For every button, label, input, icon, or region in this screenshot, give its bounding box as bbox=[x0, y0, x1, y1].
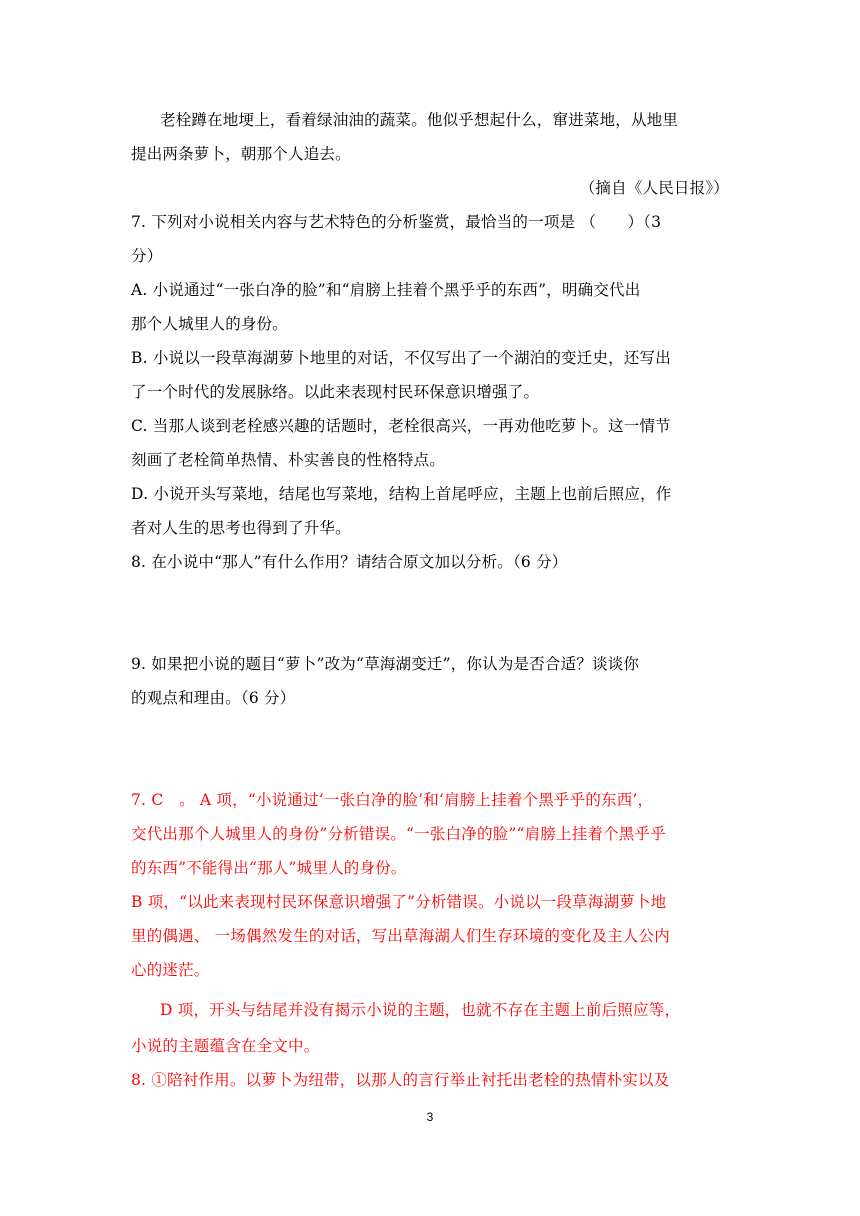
answer-7-b-cont: 里的偶遇、 一场偶然发生的对话，写出草海湖人们生存环境的变化及主人公内 bbox=[131, 927, 670, 945]
answer-7-cont: 交代出那个人城里人的身份”分析错误。“一张白净的脸”“肩膀上挂着个黑乎乎 bbox=[131, 825, 666, 843]
option-b: B. 小说以一段草海湖萝卜地里的对话，不仅写出了一个湖泊的变迁史，还写出 bbox=[131, 349, 671, 367]
option-d-cont: 者对人生的思考也得到了升华。 bbox=[131, 519, 351, 537]
answer-7: 7. C 。 A 项，“小说通过‘一张白净的脸’和‘肩膀上挂着个黑乎乎的东西’， bbox=[131, 791, 654, 809]
page-number: 3 bbox=[426, 1110, 434, 1124]
question-8: 8. 在小说中“那人”有什么作用？请结合原文加以分析。（6 分） bbox=[131, 553, 568, 571]
option-d: D. 小说开头写菜地，结尾也写菜地，结构上首尾呼应，主题上也前后照应，作 bbox=[131, 485, 672, 503]
question-9-cont: 的观点和理由。（6 分） bbox=[131, 689, 296, 707]
answer-7-b: B 项，“以此来表现村民环保意识增强了”分析错误。小说以一段草海湖萝卜地 bbox=[131, 893, 667, 911]
answer-7-d-cont: 小说的主题蕴含在全文中。 bbox=[131, 1037, 320, 1055]
option-c-cont: 刻画了老栓简单热情、朴实善良的性格特点。 bbox=[131, 451, 446, 469]
question-9: 9. 如果把小说的题目“萝卜”改为“草海湖变迁”，你认为是否合适？谈谈你 bbox=[131, 655, 640, 673]
option-a: A. 小说通过“一张白净的脸”和“肩膀上挂着个黑乎乎的东西”，明确交代出 bbox=[131, 281, 641, 299]
option-c: C. 当那人谈到老栓感兴趣的话题时，老栓很高兴，一再劝他吃萝卜。这一情节 bbox=[131, 417, 671, 435]
option-a-cont: 那个人城里人的身份。 bbox=[131, 315, 289, 333]
question-7-cont: 分） bbox=[131, 247, 163, 265]
source-citation: （摘自《人民日报》） bbox=[579, 179, 729, 197]
answer-7-d: D 项，开头与结尾并没有揭示小说的主题，也就不存在主题上前后照应等， bbox=[160, 1001, 681, 1019]
question-7: 7. 下列对小说相关内容与艺术特色的分析鉴赏，最恰当的一项是 （ ）（3 bbox=[131, 213, 662, 231]
answer-7-cont: 的东西”不能得出“那人”城里人的身份。 bbox=[131, 859, 407, 877]
paragraph-line: 老栓蹲在地埂上，看着绿油油的蔬菜。他似乎想起什么，窜进菜地，从地里 bbox=[160, 111, 679, 129]
answer-7-b-cont: 心的迷茫。 bbox=[131, 961, 210, 979]
paragraph-line: 提出两条萝卜，朝那个人追去。 bbox=[131, 145, 351, 163]
answer-8: 8. ①陪衬作用。以萝卜为纽带，以那人的言行举止衬托出老栓的热情朴实以及 bbox=[131, 1071, 670, 1089]
option-b-cont: 了一个时代的发展脉络。以此来表现村民环保意识增强了。 bbox=[131, 383, 540, 401]
